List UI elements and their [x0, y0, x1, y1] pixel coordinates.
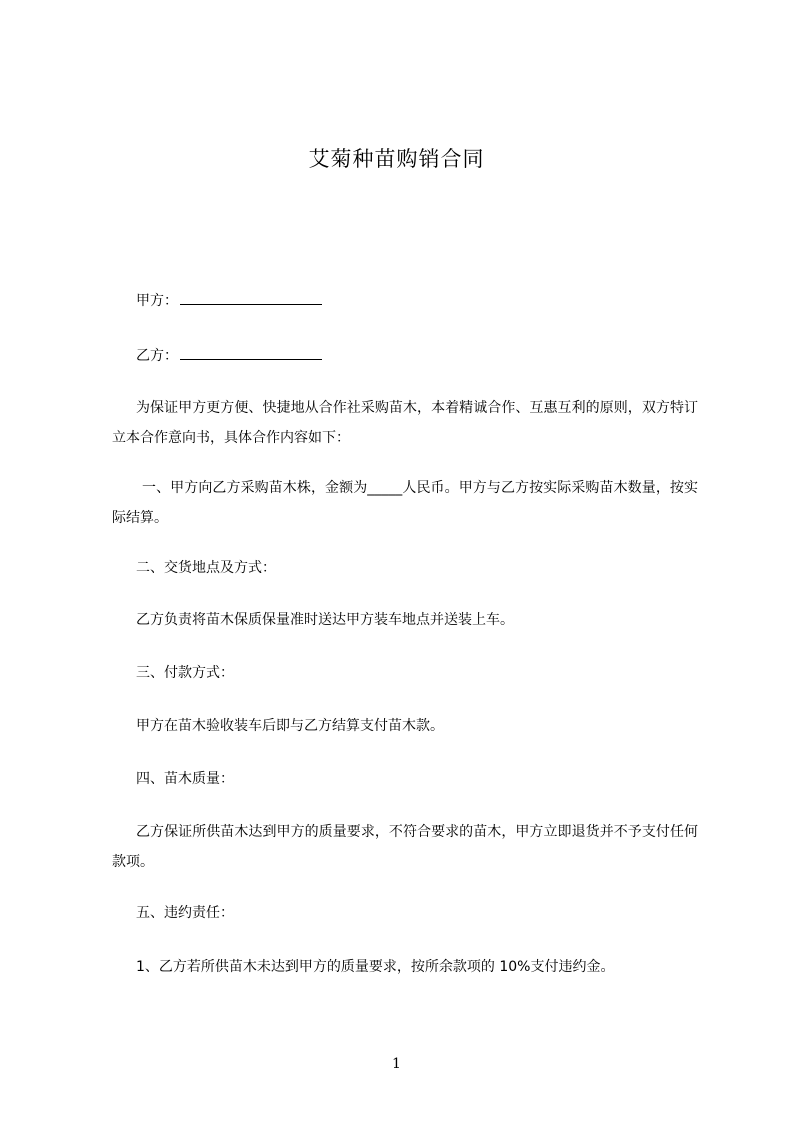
- party-a-blank: [180, 291, 322, 305]
- page-number: 1: [392, 1056, 401, 1072]
- clause-2-paragraph: 乙方负责将苗木保质保量准时送达甲方装车地点并送装上车。: [136, 612, 514, 628]
- clause-1-paragraph: 一、甲方向乙方采购苗木株，金额为_____人民币。甲方与乙方按实际采购苗木数量，按实际结算。: [112, 480, 698, 526]
- heading-3: 三、付款方式：: [136, 665, 234, 681]
- clause-5-1-paragraph: 1、乙方若所供苗木未达到甲方的质量要求，按所余款项的 10%支付违约金。: [136, 959, 615, 975]
- party-a-label: 甲方：: [136, 293, 178, 309]
- party-b-blank: [180, 346, 322, 360]
- clause-3-paragraph: 甲方在苗木验收装车后即与乙方结算支付苗木款。: [136, 718, 444, 734]
- heading-5: 五、违约责任：: [136, 905, 234, 921]
- party-a-line: [136, 291, 696, 310]
- intro-paragraph: 为保证甲方更方便、快捷地从合作社采购苗木，本着精诚合作、互惠互利的原则，双方特订立本合作意向书，具体合作内容如下：: [112, 400, 698, 446]
- heading-4: 四、苗木质量：: [136, 771, 234, 787]
- heading-2: 二、交货地点及方式：: [136, 560, 276, 576]
- clause-4-paragraph: 乙方保证所供苗木达到甲方的质量要求，不符合要求的苗木，甲方立即退货并不予支付任何款项。: [112, 824, 698, 870]
- party-b-line: [136, 346, 696, 365]
- party-b-label: 乙方：: [136, 348, 178, 364]
- document-title: 艾菊种苗购销合同: [308, 147, 485, 171]
